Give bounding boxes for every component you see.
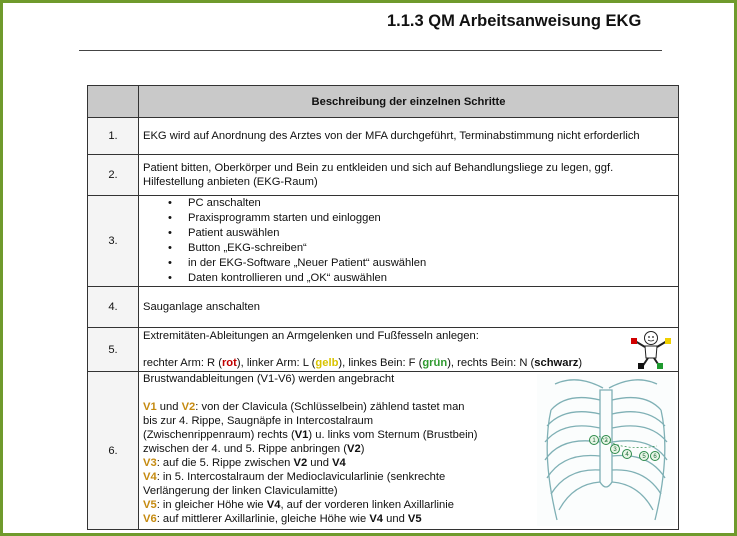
step-number: 5. [88, 328, 139, 372]
limb-leads-intro: Extremitäten-Ableitungen an Armgelenken und Fußfesseln anlegen: [143, 330, 479, 342]
v1-v2-description: V1 und V2: von der Clavicula (Schlüsselbein) zählend tastet man bis zur 4. Rippe, Saugnäpfe in Intercostalraum (Zwischenrippenraum) rechts (V1) u. links vom Sternum (Brustbein) zwischen der 4. und 5. Rippe anbringen (V2) [143, 401, 478, 455]
step-number: 1. [88, 118, 139, 155]
limb-leads-colors: rechter Arm: R (rot), linker Arm: L (gelb), linkes Bein: F (grün), rechts Bein: N (schwarz) [143, 357, 583, 369]
page-title: 1.1.3 QM Arbeitsanweisung EKG [387, 12, 642, 30]
color-green-label: grün [422, 357, 448, 369]
bullet-list [143, 196, 674, 286]
v4-description: V4: in 5. Intercostalraum der Medioclavicularlinie (senkrechte Verlängerung der linken Claviculamitte) [143, 471, 446, 497]
number-column-header [88, 86, 139, 118]
table-row [88, 328, 679, 372]
electrode-label-6: 6 [653, 454, 657, 460]
list-item: • in der EKG-Software „Neuer Patient“ auswählen [168, 256, 674, 271]
electrode-label-4: 4 [625, 452, 629, 458]
step-bullets [139, 196, 679, 287]
ekg-figure-icon [630, 330, 672, 370]
steps-table [87, 85, 679, 530]
list-item: • Button „EKG-schreiben“ [168, 241, 674, 256]
chest-leads-text [143, 372, 478, 526]
step-text: Sauganlage anschalten [139, 287, 679, 328]
list-item: • Patient auswählen [168, 226, 674, 241]
ribcage-electrode-diagram [537, 374, 675, 526]
electrode-label-3: 3 [613, 447, 617, 453]
v3-description: V3: auf die 5. Rippe zwischen V2 und V4 [143, 457, 346, 469]
chest-leads-intro: Brustwandableitungen (V1-V6) werden angebracht [143, 373, 395, 385]
list-item: • Praxisprogramm starten und einloggen [168, 211, 674, 226]
list-item: • PC anschalten [168, 196, 674, 211]
table-row [88, 372, 679, 530]
step-number: 6. [88, 372, 139, 530]
electrode-label-1: 1 [592, 438, 596, 444]
step-number: 4. [88, 287, 139, 328]
v5-description: V5: in gleicher Höhe wie V4, auf der vorderen linken Axillarlinie [143, 499, 454, 511]
step-number: 2. [88, 155, 139, 196]
table-row [88, 196, 679, 287]
color-yellow-label: gelb [315, 357, 339, 369]
step-text: EKG wird auf Anordnung des Arztes von der MFA durchgeführt, Terminabstimmung nicht erforderlich [139, 118, 679, 155]
v6-description: V6: auf mittlerer Axillarlinie, gleiche Höhe wie V4 und V5 [143, 513, 422, 525]
title-divider [79, 50, 662, 51]
table-row [88, 155, 679, 196]
table-row [88, 118, 679, 155]
step-text: Patient bitten, Oberkörper und Bein zu entkleiden und sich auf Behandlungsliege zu legen, ggf. Hilfestellung anbieten (EKG-Raum) [139, 155, 679, 196]
color-red-label: rot [221, 357, 237, 369]
electrode-label-2: 2 [604, 438, 608, 444]
description-column-header: Beschreibung der einzelnen Schritte [139, 86, 679, 118]
step-limb-leads [139, 328, 679, 372]
table-row [88, 287, 679, 328]
electrode-label-5: 5 [642, 454, 646, 460]
document-page [3, 3, 734, 533]
color-black-label: schwarz [534, 357, 579, 369]
table-header-row [88, 86, 679, 118]
step-chest-leads [139, 372, 679, 530]
step-number: 3. [88, 196, 139, 287]
list-item: • Daten kontrollieren und „OK“ auswählen [168, 271, 674, 286]
